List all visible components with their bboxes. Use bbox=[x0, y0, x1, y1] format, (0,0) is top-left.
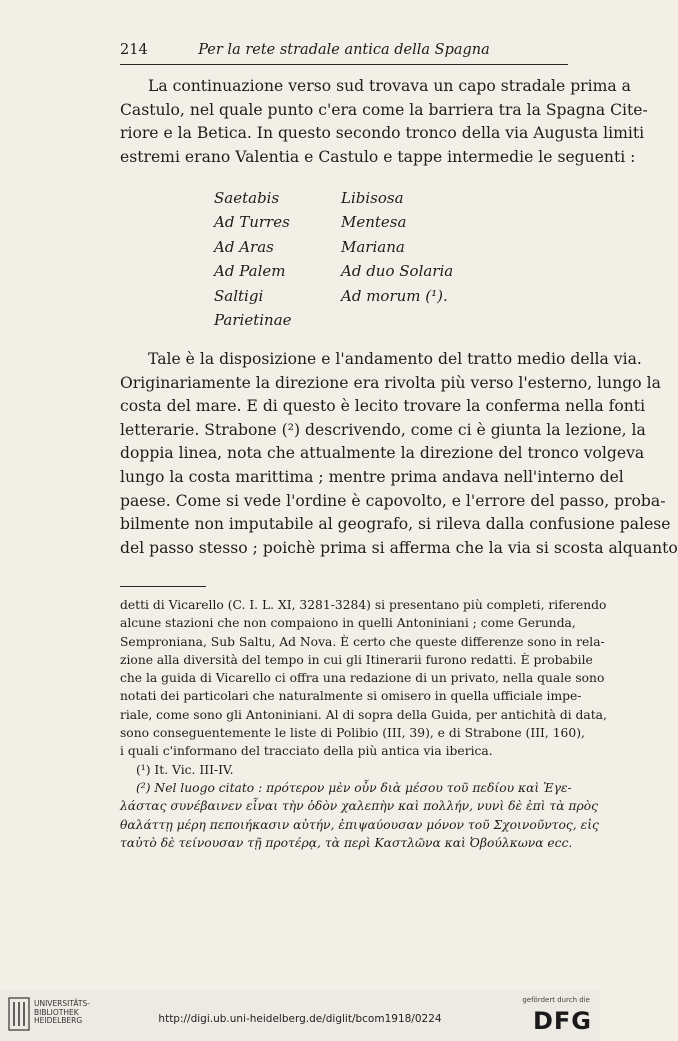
footnote-line: i quali c'informano del tracciato della più antica via iberica. bbox=[120, 744, 493, 759]
station-name: Parietinae bbox=[214, 310, 292, 329]
stations-right-column bbox=[341, 186, 453, 308]
text-line: lungo la costa marittima ; mentre prima andava nell'interno del bbox=[120, 467, 624, 486]
dfg-logo: DFG bbox=[532, 1007, 592, 1035]
library-name: UNIVERSITÄTS- BIBLIOTHEK HEIDELBERG bbox=[34, 999, 90, 1026]
funded-by-label: gefördert durch die bbox=[522, 996, 590, 1004]
footnote-line: riale, come sono gli Antoniniani. Al di sopra della Guida, per antichità di data, bbox=[120, 707, 607, 722]
station-name: Ad duo Solaria bbox=[341, 262, 454, 281]
station-name: Mariana bbox=[341, 237, 405, 256]
text-line: paese. Come si vede l'ordine è capovolto, e l'errore del passo, proba- bbox=[120, 491, 666, 510]
source-url-link[interactable]: http://digi.ub.uni-heidelberg.de/diglit/bcom1918/0224 bbox=[158, 1013, 442, 1025]
page-number: 214 bbox=[120, 42, 148, 58]
footnote-line: sono conseguentemente le liste di Polibio (III, 39), e di Strabone (III, 160), bbox=[120, 726, 585, 741]
footnote-rule bbox=[120, 586, 206, 587]
station-name: Mentesa bbox=[341, 213, 407, 232]
digitization-footer bbox=[0, 990, 600, 1041]
station-name: Ad Palem bbox=[214, 262, 286, 281]
footnote-2-line: (²) Nel luogo citato : πρότερον μὲν οὖν διὰ μέσου τοῦ πεδίου καὶ Ἐγε- bbox=[136, 780, 572, 795]
text-line: Castulo, nel quale punto c'era come la barriera tra la Spagna Cite- bbox=[120, 100, 648, 119]
station-name: Libisosa bbox=[341, 189, 404, 207]
footnotes bbox=[120, 596, 607, 852]
stations-left-column bbox=[214, 186, 292, 332]
text-line: bilmente non imputabile al geografo, si rileva dalla confusione palese bbox=[120, 515, 671, 534]
station-name: Ad morum (¹). bbox=[341, 286, 448, 305]
text-line: La continuazione verso sud trovava un capo stradale prima a bbox=[148, 77, 631, 95]
text-line: estremi erano Valentia e Castulo e tappe intermedie le seguenti : bbox=[120, 147, 636, 166]
footnote-line: detti di Vicarello (C. I. L. XI, 3281-3284) si presentano più completi, riferendo bbox=[120, 598, 607, 612]
running-title: Per la rete stradale antica della Spagna bbox=[198, 42, 490, 58]
footnote-1: (¹) It. Vic. III-IV. bbox=[136, 762, 234, 777]
header-rule bbox=[120, 64, 568, 65]
text-line: Originariamente la direzione era rivolta più verso l'esterno, lungo la bbox=[120, 373, 661, 392]
footnote-line: Semproniana, Sub Saltu, Ad Nova. È certo che queste differenze sono in rela- bbox=[120, 634, 605, 649]
station-name: Ad Aras bbox=[214, 237, 274, 256]
station-name: Saltigi bbox=[214, 286, 264, 305]
station-name: Saetabis bbox=[214, 189, 280, 207]
text-line: Tale è la disposizione e l'andamento del tratto medio della via. bbox=[148, 350, 642, 368]
station-name: Ad Turres bbox=[214, 213, 290, 232]
footnote-line: notati dei particolari che naturalmente si omisero in quella ufficiale impe- bbox=[120, 689, 582, 704]
text-line: doppia linea, nota che attualmente la direzione del tronco volgeva bbox=[120, 444, 645, 463]
paragraph-1 bbox=[120, 75, 648, 169]
text-line: riore e la Betica. In questo secondo tronco della via Augusta limiti bbox=[120, 124, 645, 143]
footnote-line: alcune stazioni che non compaiono in quelli Antoniniani ; come Gerunda, bbox=[120, 616, 576, 631]
footnote-line: che la guida di Vicarello ci offra una redazione di un privato, nella quale sono bbox=[120, 671, 605, 686]
text-line: costa del mare. E di questo è lecito trovare la conferma nella fonti bbox=[120, 397, 646, 416]
footnote-2-line: λάστας συνέβαινεν εἶναι τὴν ὁδὸν χαλεπὴν καὶ πολλήν, νυνὶ δὲ ἐπὶ τὰ πρὸς bbox=[120, 799, 599, 814]
footnote-2-line: θαλάττῃ μέρη πεποιήκασιν αὐτήν, ἐπιψαύουσαν μόνον τοῦ Σχοινοῦντος, εἰς bbox=[120, 817, 599, 832]
paragraph-2 bbox=[120, 348, 678, 560]
text-line: letterarie. Strabone (²) descrivendo, come ci è giunta la lezione, la bbox=[120, 420, 646, 439]
running-head bbox=[120, 42, 568, 62]
text-line: del passo stesso ; poichè prima si afferma che la via si scosta alquanto bbox=[120, 538, 678, 557]
footnote-2-line: ταὐτὸ δὲ τείνουσαν τῇ προτέρᾳ, τὰ περὶ Καστλῶνα καὶ Ὀβούλκωνα ecc. bbox=[120, 835, 573, 850]
footnote-line: zione alla diversità del tempo in cui gli Itinerarii furono redatti. È probabile bbox=[120, 652, 593, 667]
